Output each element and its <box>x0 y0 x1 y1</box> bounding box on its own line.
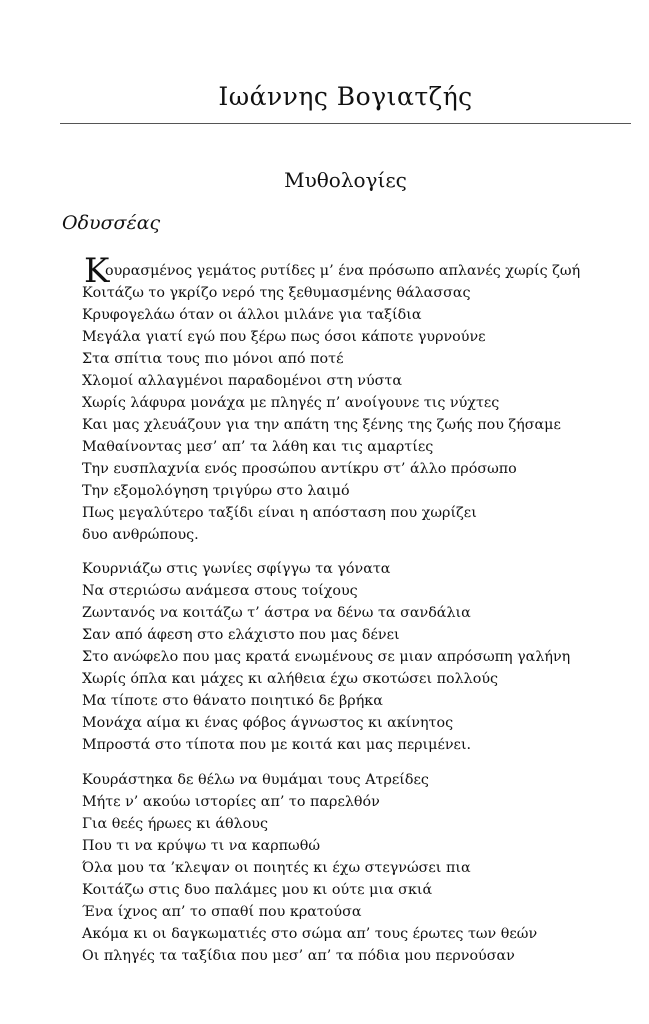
poem-line: Πως μεγαλύτερο ταξίδι είναι η απόσταση που χωρίζει <box>82 505 477 521</box>
poem-line: Μονάχα αίμα κι ένας φόβος άγνωστος κι ακίνητος <box>82 715 454 731</box>
poem-line: Στο ανώφελο που μας κρατά ενωμένους σε μιαν απρόσωπη γαλήνη <box>82 649 571 665</box>
poem-line: Σαν από άφεση στο ελάχιστο που μας δένει <box>82 627 400 643</box>
poem-line: Ένα ίχνος απ’ το σπαθί που κρατούσα <box>82 904 362 920</box>
poem-line: Να στεριώσω ανάμεσα στους τοίχους <box>82 583 358 599</box>
poem-line-text: ουρασμένος γεμάτος ρυτίδες μ’ ένα πρόσωπο απλανές χωρίς ζωή <box>105 263 581 279</box>
author-name: Ιωάννης Βογιατζής <box>218 82 473 111</box>
poem-line: Χωρίς όπλα και μάχες κι αλήθεια έχω σκοτώσει πολλούς <box>82 671 499 687</box>
poem-line: Κρυφογελάω όταν οι άλλοι μιλάνε για ταξίδια <box>82 307 422 323</box>
poem-line <box>82 251 642 291</box>
poem-line: Ακόμα κι οι δαγκωματιές στο σώμα απ’ τους έρωτες των θεών <box>82 926 538 942</box>
poem-line: Μαθαίνοντας μεσ’ απ’ τα λάθη και τις αμαρτίες <box>82 439 434 455</box>
poem-line: Κοιτάζω στις δυο παλάμες μου κι ούτε μια σκιά <box>82 882 433 898</box>
poem-line: Την εξομολόγηση τριγύρω στο λαιμό <box>82 483 350 499</box>
poem-line: Όλα μου τα ’κλεψαν οι ποιητές κι έχω στεγνώσει πια <box>82 860 471 876</box>
poem-line: Μεγάλα γιατί εγώ που ξέρω πως όσοι κάποτε γυρνούνε <box>82 329 486 345</box>
poem-line: Κοιτάζω το γκρίζο νερό της ξεθυμασμένης θάλασσας <box>82 285 471 301</box>
drop-cap: Κ <box>84 251 110 291</box>
poem-title: Οδυσσέας <box>62 212 161 234</box>
poem-line: Ζωντανός να κοιτάζω τ’ άστρα να δένω τα σανδάλια <box>82 605 471 621</box>
poem-line: Μπροστά στο τίποτα που με κοιτά και μας περιμένει. <box>82 737 472 753</box>
stanza <box>82 558 642 756</box>
poem-line: Χλομοί αλλαγμένοι παραδομένοι στη νύστα <box>82 373 402 389</box>
poem-line: Οι πληγές τα ταξίδια που μεσ’ απ’ τα πόδια μου περνούσαν <box>82 948 515 964</box>
poem-line: Την ευσπλαχνία ενός προσώπου αντίκρυ στ’ άλλο πρόσωπο <box>82 461 517 477</box>
collection-title: Μυθολογίες <box>284 168 407 192</box>
poem-line: Για θεές ήρωες κι άθλους <box>82 816 268 832</box>
poem-line: Μα τίποτε στο θάνατο ποιητικό δε βρήκα <box>82 693 383 709</box>
poem-line: Μήτε ν’ ακούω ιστορίες απ’ το παρελθόν <box>82 794 380 810</box>
header-rule <box>60 123 631 124</box>
poem-line: Κουρνιάζω στις γωνίες σφίγγω τα γόνατα <box>82 561 391 577</box>
poem-line: Χωρίς λάφυρα μονάχα με πληγές π’ ανοίγουνε τις νύχτες <box>82 395 500 411</box>
poem-line: Που τι να κρύψω τι να καρπωθώ <box>82 838 320 854</box>
stanza <box>82 251 642 546</box>
poem-line: Κουράστηκα δε θέλω να θυμάμαι τους Ατρείδες <box>82 772 429 788</box>
poem-line: δυο ανθρώπους. <box>82 527 199 543</box>
poem-line: Στα σπίτια τους πιο μόνοι από ποτέ <box>82 351 344 367</box>
poem-line: Και μας χλευάζουν για την απάτη της ξένης της ζωής που ζήσαμε <box>82 417 561 433</box>
stanza <box>82 769 642 967</box>
